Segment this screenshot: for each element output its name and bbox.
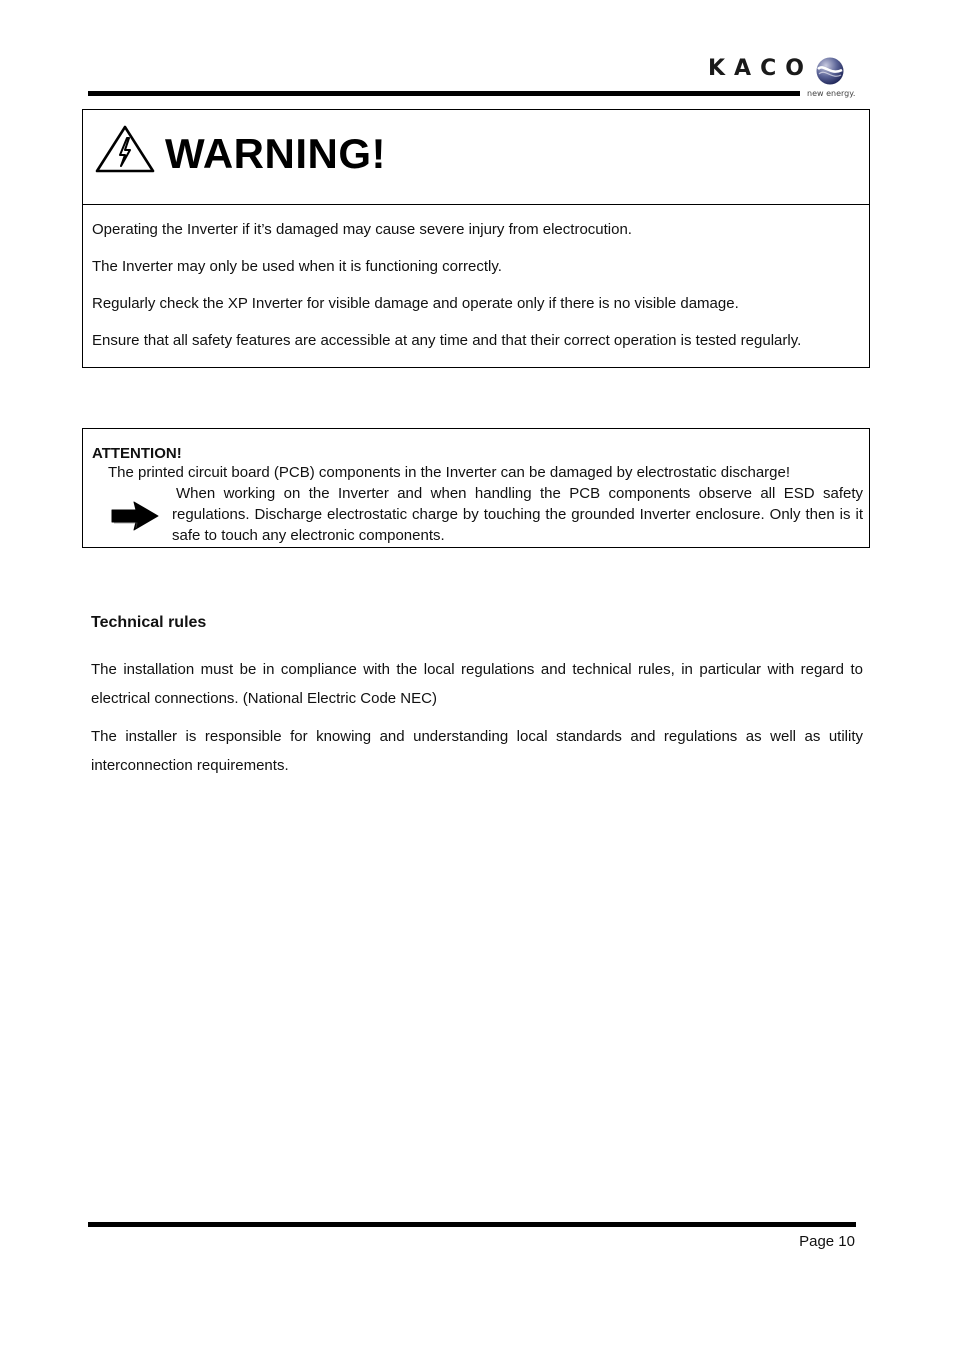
logo-tagline: new energy. (807, 89, 856, 98)
page-number: Page 10 (799, 1233, 855, 1250)
warning-text (92, 220, 862, 368)
body-paragraph: The installation must be in compliance with the local regulations and technical rules, in particular with regard to electrical connections. (National Electric Code NEC) (91, 661, 863, 707)
arrow-right-icon (110, 499, 160, 533)
section-title: Technical rules (91, 614, 207, 631)
body-paragraph: The installer is responsible for knowing and understanding local standards and regulations as well as utility interconnection requirements. (91, 728, 863, 774)
warning-line: Operating the Inverter if it’s damaged may cause severe injury from electrocution. (92, 221, 632, 238)
attention-instructions: When working on the Inverter and when handling the PCB components observe all ESD safety regulations. Discharge electrostatic charge by touching the grounded Inverter enclosure. Only then is it safe to touch any electronic components. (172, 485, 863, 544)
header-rule (88, 91, 800, 96)
attention-title: ATTENTION! (92, 445, 182, 462)
warning-header (83, 110, 869, 205)
warning-line: Regularly check the XP Inverter for visible damage and operate only if there is no visible damage. (92, 295, 739, 312)
attention-statement: The printed circuit board (PCB) components in the Inverter can be damaged by electrostatic discharge! (108, 464, 791, 481)
logo-wordmark: KACO (708, 56, 813, 81)
high-voltage-warning-icon (94, 124, 156, 174)
warning-line: The Inverter may only be used when it is functioning correctly. (92, 258, 502, 275)
attention-box (82, 428, 870, 548)
warning-title: WARNING! (165, 130, 386, 177)
warning-box (82, 109, 870, 368)
kaco-globe-icon (815, 56, 845, 86)
warning-line: Ensure that all safety features are accessible at any time and that their correct operation is tested regularly. (92, 332, 802, 349)
footer-rule (88, 1222, 856, 1227)
